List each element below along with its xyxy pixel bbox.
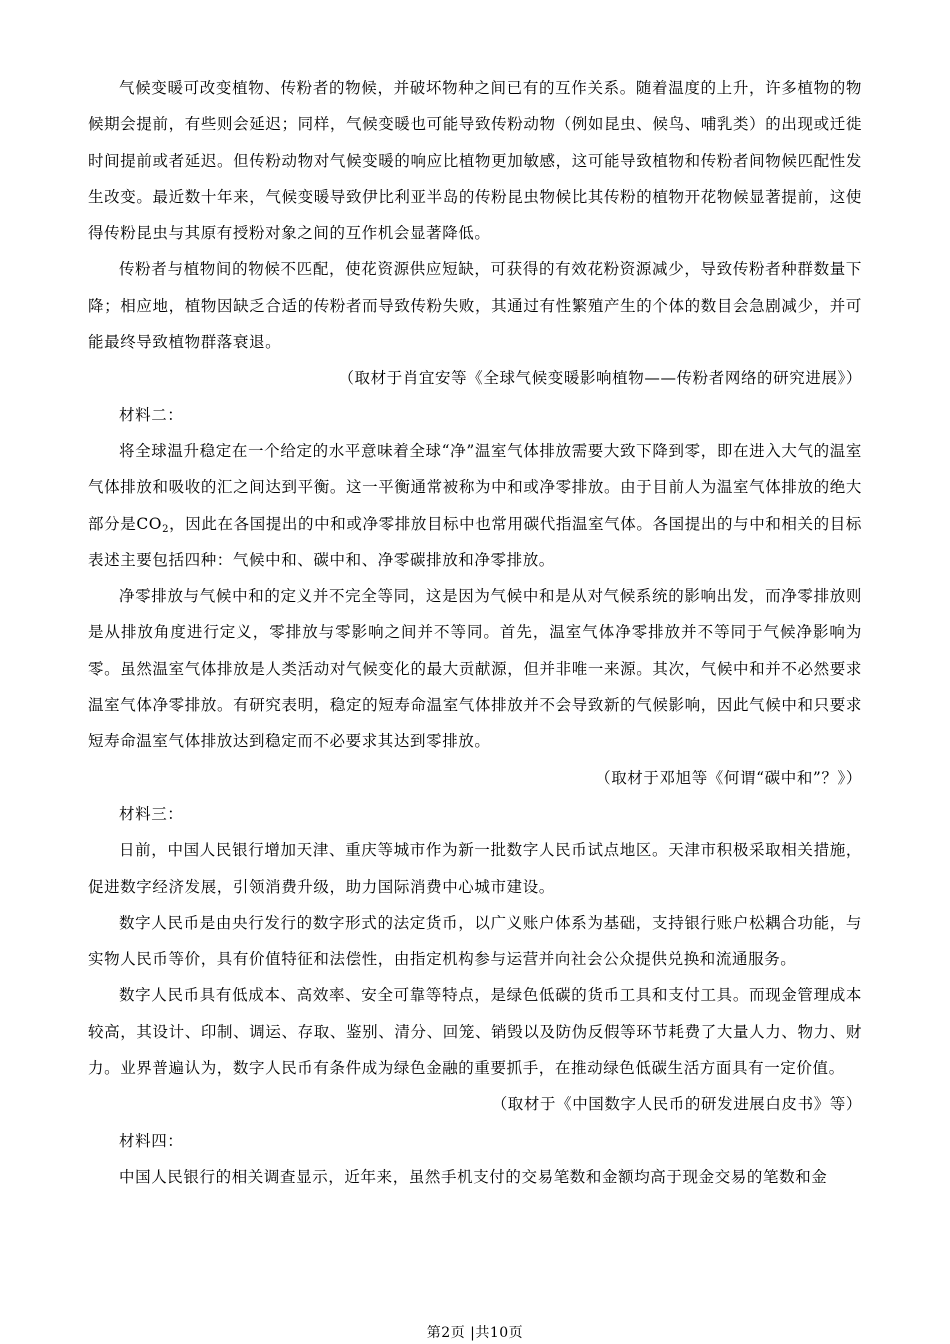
source-citation: （取材于《中国数字人民币的研发进展白皮书》等） <box>491 1095 862 1114</box>
subscript: 2 <box>162 523 170 535</box>
source-citation: （取材于邓旭等《何谓“碳中和”？》） <box>595 768 862 787</box>
section-heading: 材料三： <box>119 804 184 823</box>
paragraph: 净零排放与气候中和的定义并不完全等同，这是因为气候中和是从对气候系统的影响出发，而净零排放则是从排放角度进行定义，零排放与零影响之间并不等同。首先，温室气体净零排放并不等同于气候净影响为零。虽然温室气体排放是人类活动对气候变化的最大贡献源，但并非唯一来源。其次，气候中和并不必然要求温室气体净零排放。有研究表明，稳定的短寿命温室气体排放并不会导致新的气候影响，因此气候中和只要求短寿命温室气体排放达到稳定而不必要求其达到零排放。 <box>88 587 862 751</box>
paragraph: 数字人民币是由央行发行的数字形式的法定货币，以广义账户体系为基础，支持银行账户松耦合功能，与实物人民币等价，具有价值特征和法偿性，由指定机构参与运营并向社会公众提供兑换和流通服务。 <box>88 913 862 969</box>
paragraph: 日前，中国人民银行增加天津、重庆等城市作为新一批数字人民币试点地区。天津市积极采取相关措施，促进数字经济发展，引领消费升级，助力国际消费中心城市建设。 <box>88 841 862 896</box>
paragraph: 传粉者与植物间的物候不匹配，使花资源供应短缺，可获得的有效花粉资源减少，导致传粉者种群数量下降；相应地，植物因缺乏合适的传粉者而导致传粉失败，其通过有性繁殖产生的个体的数目会急剧减少，并可能最终导致植物群落衰退。 <box>88 260 862 352</box>
paragraph: 数字人民币具有低成本、高效率、安全可靠等特点，是绿色低碳的货币工具和支付工具。而现金管理成本较高，其设计、印制、调运、存取、鉴别、清分、回笼、销毁以及防伪反假等环节耗费了大量人力、物力、财力。业界普遍认为，数字人民币有条件成为绿色金融的重要抓手，在推动绿色低碳生活方面具有一定价值。 <box>88 986 862 1078</box>
page-footer: 第2页 |共10页 <box>426 1325 524 1341</box>
document-body <box>88 70 862 1195</box>
paragraph: 气候变暖可改变植物、传粉者的物候，并破坏物种之间已有的互作关系。随着温度的上升，许多植物的物候期会提前，有些则会延迟；同样，气候变暖也可能导致传粉动物（例如昆虫、候鸟、哺乳类）的出现或迁徙时间提前或者延迟。但传粉动物对气候变暖的响应比植物更加敏感，这可能导致植物和传粉者间物候匹配性发生改变。最近数十年来，气候变暖导致伊比利亚半岛的传粉昆虫物候比其传粉的植物开花物候显著提前，这使得传粉昆虫与其原有授粉对象之间的互作机会显著降低。 <box>88 79 862 243</box>
paragraph <box>88 433 862 578</box>
paragraph: 中国人民银行的相关调查显示，近年来，虽然手机支付的交易笔数和金额均高于现金交易的笔数和金 <box>119 1167 828 1186</box>
section-heading: 材料四： <box>119 1131 184 1150</box>
source-citation: （取材于肖宜安等《全球气候变暖影响植物——传粉者网络的研究进展》） <box>338 369 862 388</box>
section-heading: 材料二： <box>119 405 184 424</box>
paragraph-text: ，因此在各国提出的中和或净零排放目标中也常用碳代指温室气体。各国提出的与中和相关的目标表述主要包括四种：气候中和、碳中和、净零碳排放和净零排放。 <box>88 514 862 569</box>
paragraph-text: 将全球温升稳定在一个给定的水平意味着全球“净”温室气体排放需要大致下降到零，即在进入大气的温室气体排放和吸收的汇之间达到平衡。这一平衡通常被称为中和或净零排放。由于目前人为温室气体排放的绝大部分是CO <box>88 441 862 533</box>
